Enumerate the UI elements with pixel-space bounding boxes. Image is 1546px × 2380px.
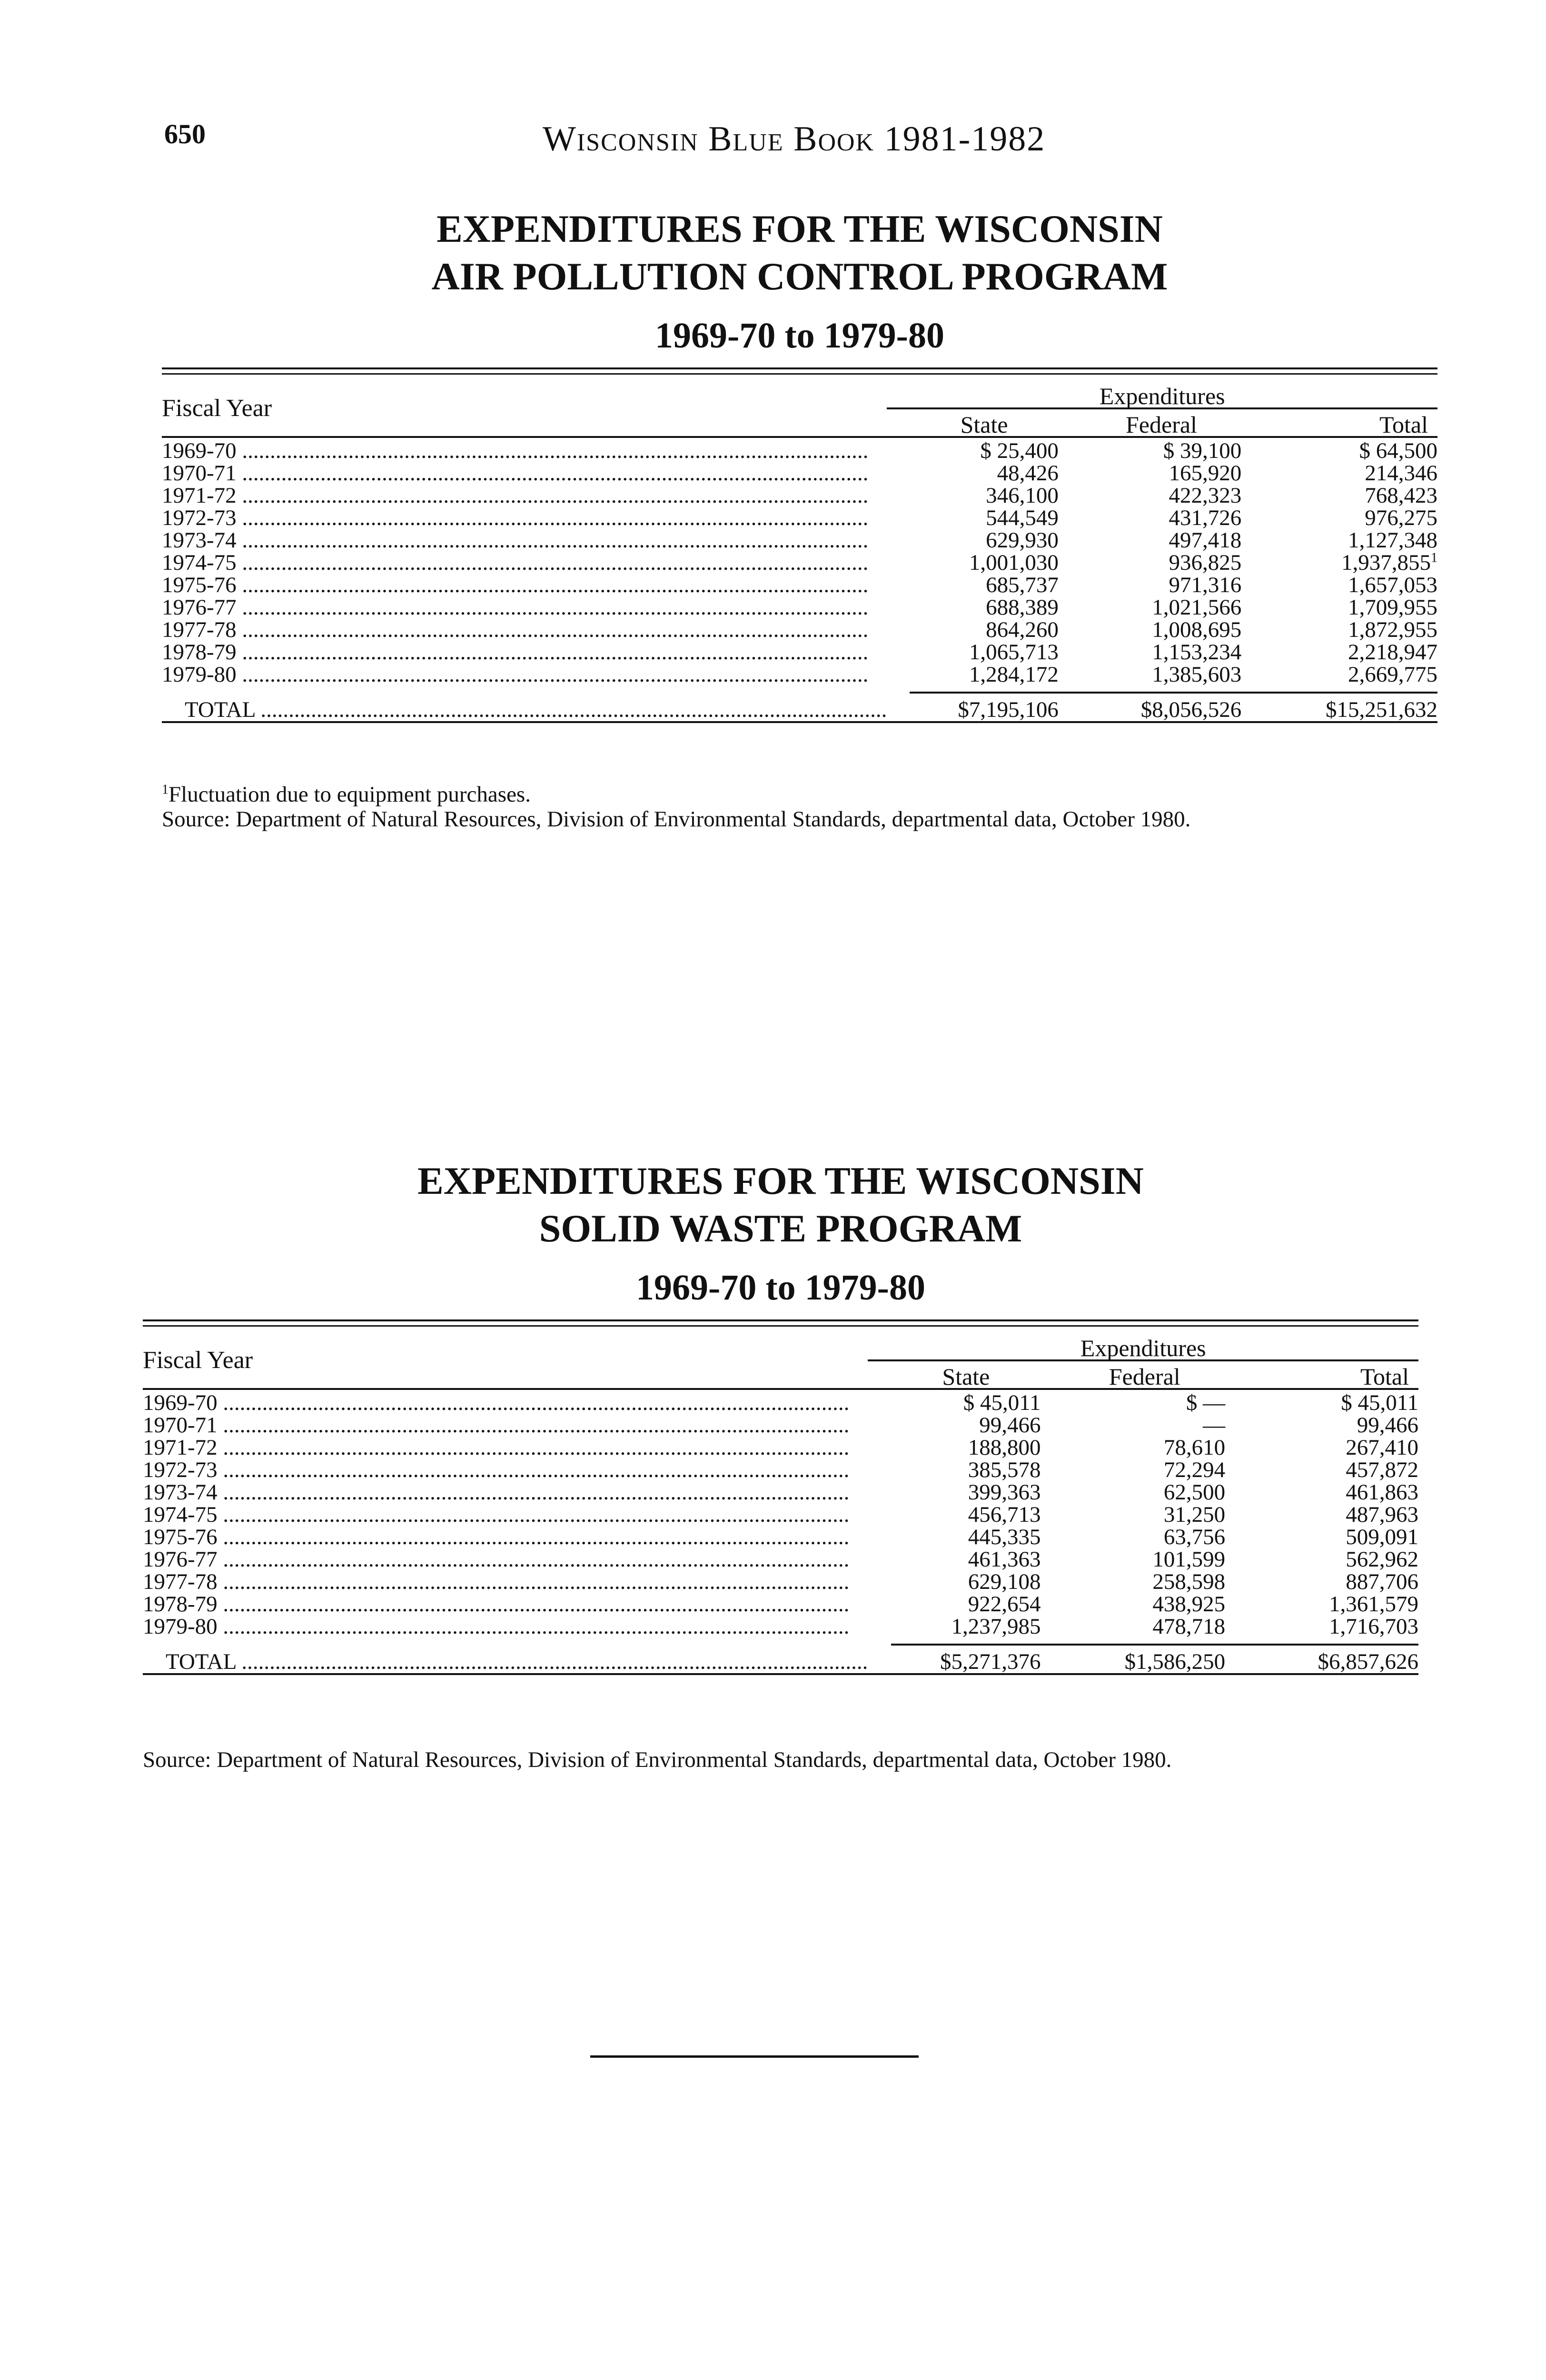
row-federal: 431,726	[1169, 506, 1242, 530]
air-footnote-marker: 1	[162, 782, 168, 797]
row-total: 214,346	[1365, 461, 1437, 486]
table-row	[162, 440, 1437, 462]
solid-header-state: State	[942, 1363, 990, 1390]
air-header-fiscal-year: Fiscal Year	[162, 394, 272, 422]
running-head	[543, 119, 1045, 159]
air-footnote	[162, 782, 531, 807]
solid-header-total: Total	[1360, 1363, 1409, 1390]
row-federal: 62,500	[1163, 1480, 1226, 1505]
total-label: TOTAL .....	[143, 1645, 868, 1674]
row-total: 976,275	[1365, 506, 1437, 530]
row-total: 1,709,955	[1348, 595, 1437, 620]
total-row	[143, 1645, 1418, 1674]
table-row	[162, 596, 1437, 619]
row-year: 1971-72 .....	[143, 1437, 868, 1459]
row-total: 509,091	[1346, 1525, 1418, 1549]
table-row	[143, 1414, 1418, 1437]
running-title: Wisconsin Blue Book	[543, 119, 875, 159]
solid-header-federal: Federal	[1109, 1363, 1180, 1390]
row-federal: 72,294	[1163, 1458, 1226, 1482]
row-year: 1978-79 .....	[162, 641, 887, 664]
air-source: Source: Department of Natural Resources, Division of Environmental Standards, departmental data, October 1980.	[162, 807, 1191, 832]
row-year: 1979-80 .....	[162, 664, 887, 686]
row-state: 48,426	[997, 461, 1059, 486]
row-total: 768,423	[1365, 483, 1437, 508]
solid-waste-section	[143, 1152, 1418, 1818]
row-federal: 1,021,566	[1152, 595, 1242, 620]
row-total: 457,872	[1346, 1458, 1418, 1482]
row-state: 399,363	[968, 1480, 1041, 1505]
row-year: 1976-77 .....	[143, 1548, 868, 1571]
row-state: 544,549	[986, 506, 1059, 530]
row-total: $ 45,011	[1341, 1390, 1418, 1415]
air-title-years: 1969-70 to 1979-80	[655, 316, 944, 356]
row-total: 1,657,053	[1348, 573, 1437, 597]
air-header-state: State	[960, 411, 1008, 438]
air-title-line2: AIR POLLUTION CONTROL PROGRAM	[431, 255, 1168, 298]
row-state: 922,654	[968, 1592, 1041, 1616]
footnote-marker: 1	[1431, 550, 1437, 565]
row-state: 461,363	[968, 1547, 1041, 1572]
table-row	[162, 507, 1437, 529]
row-federal: 1,153,234	[1152, 640, 1242, 664]
total-label: TOTAL .....	[162, 693, 887, 722]
row-federal: 31,250	[1163, 1502, 1226, 1527]
table-row	[143, 1504, 1418, 1526]
table-row	[143, 1616, 1418, 1638]
row-total: 2,218,947	[1348, 640, 1437, 664]
table-row	[143, 1437, 1418, 1459]
row-federal: 497,418	[1169, 528, 1242, 553]
table-row	[162, 641, 1437, 664]
row-total: 887,706	[1346, 1569, 1418, 1594]
row-year: 1979-80 .....	[143, 1616, 868, 1638]
row-year: 1969-70 .....	[143, 1392, 868, 1414]
total-total: $15,251,632	[1326, 697, 1437, 722]
solid-top-rule-2	[143, 1325, 1418, 1327]
row-total: 562,962	[1346, 1547, 1418, 1572]
row-state: 688,389	[986, 595, 1059, 620]
row-federal: 1,008,695	[1152, 617, 1242, 642]
row-state: 385,578	[968, 1458, 1041, 1482]
table-row	[143, 1526, 1418, 1548]
total-federal: $8,056,526	[1140, 697, 1242, 722]
row-federal: 78,610	[1163, 1435, 1226, 1460]
row-total: $ 64,500	[1359, 438, 1437, 463]
row-year: 1977-78 .....	[143, 1571, 868, 1593]
table-row	[143, 1571, 1418, 1593]
row-federal: 1,385,603	[1152, 662, 1242, 687]
row-state: 685,737	[986, 573, 1059, 597]
table-row	[143, 1392, 1418, 1414]
bottom-rule	[590, 2055, 919, 2058]
table-row	[162, 619, 1437, 641]
table-row	[162, 664, 1437, 686]
row-state: 346,100	[986, 483, 1059, 508]
row-state: 445,335	[968, 1525, 1041, 1549]
row-federal: 63,756	[1163, 1525, 1226, 1549]
row-total: 487,963	[1346, 1502, 1418, 1527]
total-state: $5,271,376	[940, 1649, 1041, 1674]
table-row	[162, 574, 1437, 596]
solid-header-expenditures: Expenditures	[868, 1332, 1418, 1360]
page-number: 650	[164, 119, 206, 149]
solid-source: Source: Department of Natural Resources, Division of Environmental Standards, departmental data, October 1980.	[143, 1747, 1172, 1772]
row-federal: 936,825	[1169, 550, 1242, 575]
solid-title-line1: EXPENDITURES FOR THE WISCONSIN	[417, 1159, 1144, 1202]
row-federal: 438,925	[1152, 1592, 1226, 1616]
row-federal: 165,920	[1169, 461, 1242, 486]
row-year: 1978-79 .....	[143, 1593, 868, 1616]
row-total: 267,410	[1346, 1435, 1418, 1460]
solid-header-fiscal-year: Fiscal Year	[143, 1346, 253, 1374]
row-federal: 422,323	[1169, 483, 1242, 508]
row-federal: $ —	[1186, 1390, 1226, 1415]
row-year: 1969-70 .....	[162, 440, 887, 462]
solid-top-rule	[143, 1319, 1418, 1321]
row-state: 1,237,985	[951, 1614, 1041, 1639]
row-state: 864,260	[986, 617, 1059, 642]
row-year: 1975-76 .....	[162, 574, 887, 596]
solid-expenditures-table	[143, 1332, 1418, 1677]
row-state: 1,001,030	[969, 550, 1059, 575]
solid-title-line2: SOLID WASTE PROGRAM	[539, 1207, 1022, 1250]
table-row	[143, 1481, 1418, 1504]
row-year: 1972-73 .....	[143, 1459, 868, 1481]
air-top-rule	[162, 367, 1437, 369]
air-title-line1: EXPENDITURES FOR THE WISCONSIN	[436, 207, 1163, 250]
air-expenditures-table	[162, 380, 1437, 725]
row-year: 1974-75 .....	[162, 552, 887, 574]
running-years: 1981-1982	[884, 119, 1046, 159]
row-state: 629,108	[968, 1569, 1041, 1594]
table-row	[143, 1459, 1418, 1481]
total-row	[162, 693, 1437, 722]
row-federal: 478,718	[1152, 1614, 1226, 1639]
row-total: 1,361,579	[1329, 1592, 1418, 1616]
table-row	[162, 462, 1437, 485]
row-total: 1,716,703	[1329, 1614, 1418, 1639]
air-pollution-section	[162, 200, 1437, 866]
total-state: $7,195,106	[958, 697, 1059, 722]
row-state: 1,284,172	[969, 662, 1059, 687]
table-row	[162, 529, 1437, 552]
row-total-with-note	[1267, 552, 1437, 574]
row-state: 629,930	[986, 528, 1059, 553]
air-footnote-text: Fluctuation due to equipment purchases.	[168, 782, 531, 807]
row-year: 1973-74 .....	[162, 529, 887, 552]
row-total: 461,863	[1346, 1480, 1418, 1505]
row-federal: —	[1203, 1413, 1226, 1438]
table-row	[143, 1593, 1418, 1616]
row-federal: 971,316	[1169, 573, 1242, 597]
air-top-rule-2	[162, 373, 1437, 375]
row-total: 1,937,855	[1341, 550, 1431, 575]
table-row	[162, 485, 1437, 507]
row-state: 99,466	[979, 1413, 1041, 1438]
row-year: 1970-71 .....	[162, 462, 887, 485]
row-federal: 101,599	[1152, 1547, 1226, 1572]
row-year: 1970-71 .....	[143, 1414, 868, 1437]
row-state: $ 45,011	[963, 1390, 1041, 1415]
row-state: 1,065,713	[969, 640, 1059, 664]
row-total: 2,669,775	[1348, 662, 1437, 687]
row-year: 1977-78 .....	[162, 619, 887, 641]
table-row	[143, 1548, 1418, 1571]
solid-title-years: 1969-70 to 1979-80	[636, 1268, 925, 1308]
row-year: 1974-75 .....	[143, 1504, 868, 1526]
air-header-federal: Federal	[1126, 411, 1197, 438]
air-header-expenditures: Expenditures	[887, 380, 1437, 408]
row-total: 99,466	[1357, 1413, 1418, 1438]
row-year: 1972-73 .....	[162, 507, 887, 529]
total-total: $6,857,626	[1318, 1649, 1418, 1674]
row-state: 188,800	[968, 1435, 1041, 1460]
row-year: 1975-76 .....	[143, 1526, 868, 1548]
row-total: 1,872,955	[1348, 617, 1437, 642]
row-federal: $ 39,100	[1163, 438, 1242, 463]
row-year: 1971-72 .....	[162, 485, 887, 507]
table-row	[162, 552, 1437, 574]
row-state: $ 25,400	[980, 438, 1059, 463]
row-state: 456,713	[968, 1502, 1041, 1527]
row-federal: 258,598	[1152, 1569, 1226, 1594]
row-total: 1,127,348	[1348, 528, 1437, 553]
row-year: 1976-77 .....	[162, 596, 887, 619]
air-header-total: Total	[1379, 411, 1428, 438]
row-year: 1973-74 .....	[143, 1481, 868, 1504]
total-federal: $1,586,250	[1124, 1649, 1226, 1674]
